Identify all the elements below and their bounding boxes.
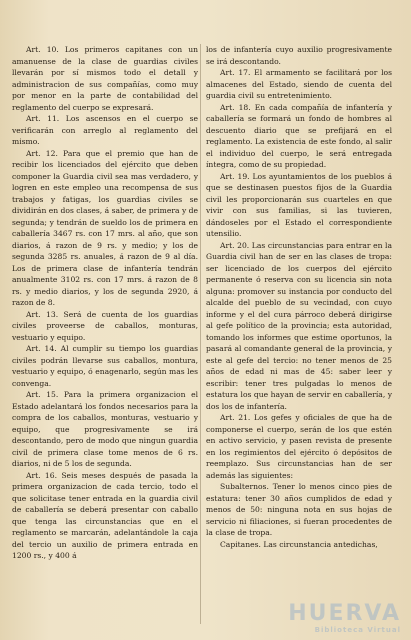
right-paragraph: los de infantería cuyo auxilio progresivamente se irá descontando. [206,45,392,66]
watermark-brand: HUERVA [288,601,401,626]
left-paragraph: Art. 13. Será de cuenta de los guardias civiles proveerse de caballos, monturas, vestuario y equipo. [12,309,198,342]
right-paragraph: Capitanes. Las circunstancia antedichas, [220,539,378,549]
left-paragraph: Art. 16. Seis meses después de pasada la primera organizacion de cada tercio, todo el que solicitase tener entrada en la guardia civil de caballería se deberá presentar con caballo que tenga las circunstancias que en el reglamento se marcarán, adelantándole la caja del tercio un auxilio de primera entrada en 1200 rs., y 400 á [12,470,198,560]
watermark-label: Biblioteca Virtual [314,626,401,634]
left-paragraph: Art. 14. Al cumplir su tiempo los guardias civiles podrán llevarse sus caballos, montura, vestuario y equipo, ó enagenarlo, según mas les convenga. [12,344,198,388]
right-paragraph: Subalternos. Tener lo menos cinco pies de estatura: tener 30 años cumplidos de edad y menos de 50: ninguna nota en sus hojas de servicio ni filiaciones, si fueran procedentes de la clase de tropa. [206,482,392,537]
left-paragraph: Art. 10. Los primeros capitanes con un amanuense de la clase de guardias civiles llevarán por sí mismos todo el detall y administracion de sus compañías, como muy por menor en la parte de contabilidad del reglamento del cuerpo se expresará. [12,45,198,112]
column-divider [200,44,201,624]
left-paragraph: Art. 15. Para la primera organizacion el Estado adelantará los fondos necesarios para la compra de los caballos, monturas, vestuario y equipo, que progresivamente se irá descontando, pero de modo que ningun guardia civil de primera clase tome menos de 6 rs. diarios, ni de 5 los de segunda. [12,390,198,468]
right-column [206,44,392,550]
right-paragraph: Art. 17. El armamento se facilitará por los almacenes del Estado, siendo de cuenta del guardia civil su entretenimiento. [206,68,392,100]
left-paragraph: Art. 12. Para que el premio que han de recibir los licenciados del ejército que deben componer la Guardia civil sea mas verdadero, y logren en este empleo una recompensa de sus trabajos y fatigas, los guardias civiles se dividirán en dos clases, á saber, de primera y de segunda; y tendrán de sueldo los de primera en caballería 3467 rs. con 17 mrs. al año, que son diarios, á razon de 9 rs. y medio; y los de segunda 3285 rs. anuales, á razon de 9 al día. Los de primera clase de infantería tendrán anualmente 3102 rs. con 17 mrs. á razon de 8 rs. y medio diarios, y los de segunda 2920, á razon de 8. [12,148,198,307]
left-paragraph: Art. 11. Los ascensos en el cuerpo se verificarán con arreglo al reglamento del mismo. [12,114,198,146]
library-watermark [288,601,401,634]
right-paragraph: Art. 18. En cada compañía de infantería y caballería se formará un fondo de hombres al descuento diario que se prefijará en el reglamento. La existencia de este fondo, al salir el individuo del cuerpo, le será entregada íntegra, como de su propiedad. [206,102,392,169]
left-column [12,44,198,562]
right-paragraph: Art. 21. Los gefes y oficiales de que ha de componerse el cuerpo, serán de los que estén en activo servicio, y pasen revista de presente en los regimientos del ejército ó depósitos de reemplazo. Sus circunstancias han de ser además las siguientes: [206,413,392,480]
right-paragraph: Art. 20. Las circunstancias para entrar en la Guardia civil han de ser en las clases de tropa: ser licenciado de los cuerpos del ejército permanente ó reserva con su licencia sin nota alguna: promover su instancia por conducto del alcalde del pueblo de su vecindad, con cuyo informe y el del cura párroco deberá dirigirse al gefe político de la provincia; esta autoridad, tomando los informes que estime oportunos, la pasará al comandante general de la provincia, y este al gefe del tercio: no tener menos de 25 años de edad ni mas de 45: saber leer y escribir: tener tres pulgadas lo menos de estatura los que hayan de servir en caballería, y dos los de infantería. [206,240,392,411]
right-paragraph: Art. 19. Los ayuntamientos de los pueblos á que se destinasen puestos fijos de la Guardia civil les proporcionarán sus cuarteles en que vivir con sus familias, si las tuvieren, dándoseles por el Estado el correspondiente utensilio. [206,171,392,238]
